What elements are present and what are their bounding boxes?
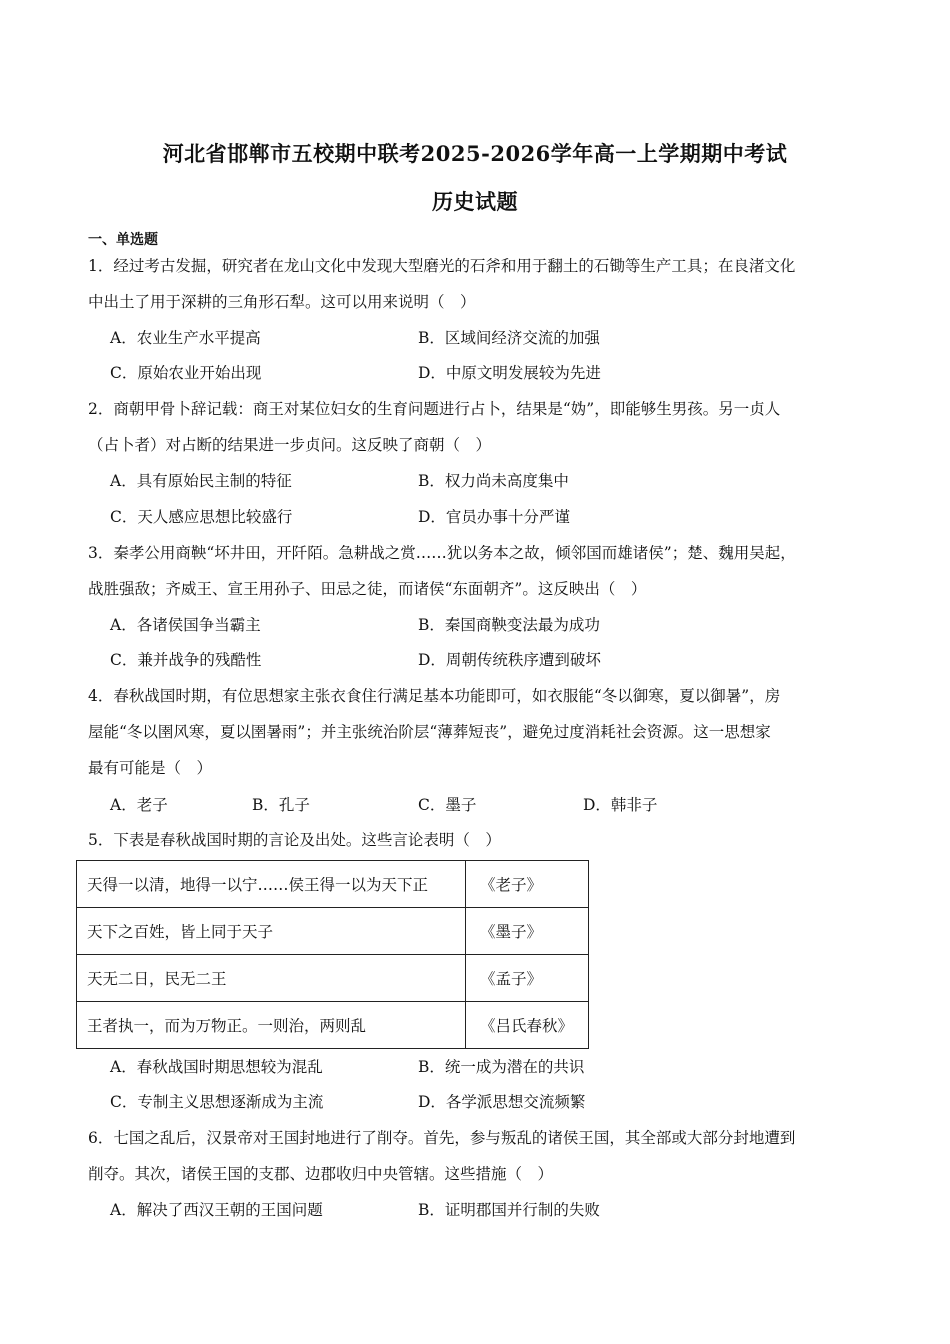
question-5-option-a[interactable]: A．春秋战国时期思想较为混乱 xyxy=(110,1058,323,1076)
question-2-option-b[interactable]: B．权力尚未高度集中 xyxy=(418,472,569,490)
exam-title: 河北省邯郸市五校期中联考2025-2026学年高一上学期期中考试 xyxy=(162,141,788,166)
question-5-option-c[interactable]: C．专制主义思想逐渐成为主流 xyxy=(110,1093,324,1111)
question-1-option-d[interactable]: D．中原文明发展较为先进 xyxy=(418,364,601,382)
question-5-option-b[interactable]: B．统一成为潜在的共识 xyxy=(418,1058,585,1076)
quote-cell: 天下之百姓，皆上同于天子 xyxy=(77,908,466,955)
table-row xyxy=(77,1002,589,1049)
question-2-text: 2．商朝甲骨卜辞记载：商王对某位妇女的生育问题进行占卜，结果是“妫”，即能够生男孩。另一贞人 xyxy=(88,400,781,418)
source-cell: 《孟子》 xyxy=(466,955,589,1002)
question-3-option-d[interactable]: D．周朝传统秩序遭到破坏 xyxy=(418,651,601,669)
question-3-option-b[interactable]: B．秦国商鞅变法最为成功 xyxy=(418,616,600,634)
question-4-text: 最有可能是（ ） xyxy=(88,759,213,777)
question-2-option-c[interactable]: C．天人感应思想比较盛行 xyxy=(110,508,293,526)
question-6-text: 6．七国之乱后，汉景帝对王国封地进行了削夺。首先，参与叛乱的诸侯王国，其全部或大部分封地遭到 xyxy=(88,1129,796,1147)
question-1-option-c[interactable]: C．原始农业开始出现 xyxy=(110,364,262,382)
question-4-option-a[interactable]: A．老子 xyxy=(110,796,168,814)
question-4-option-c[interactable]: C．墨子 xyxy=(418,796,477,814)
question-3-text: 战胜强敌；齐威王、宣王用孙子、田忌之徒，而诸侯“东面朝齐”。这反映出（ ） xyxy=(88,580,647,598)
question-1-text: 1．经过考古发掘，研究者在龙山文化中发现大型磨光的石斧和用于翻土的石锄等生产工具；在良渚文化 xyxy=(88,257,796,275)
table-row xyxy=(77,955,589,1002)
source-cell: 《老子》 xyxy=(466,861,589,908)
question-3-option-c[interactable]: C．兼并战争的残酷性 xyxy=(110,651,262,669)
question-4-text: 屋能“冬以圉风寒，夏以圉暑雨”；并主张统治阶层“薄葬短丧”，避免过度消耗社会资源。这一思想家 xyxy=(88,723,771,741)
source-cell: 《墨子》 xyxy=(466,908,589,955)
question-6-option-b[interactable]: B．证明郡国并行制的失败 xyxy=(418,1201,600,1219)
quote-cell: 天无二日，民无二王 xyxy=(77,955,466,1002)
exam-subtitle: 历史试题 xyxy=(432,189,518,214)
question-4-option-d[interactable]: D．韩非子 xyxy=(583,796,658,814)
question-6-option-a[interactable]: A．解决了西汉王朝的王国问题 xyxy=(110,1201,323,1219)
section-heading: 一、单选题 xyxy=(88,232,158,248)
table-row xyxy=(77,861,589,908)
question-4-text: 4．春秋战国时期，有位思想家主张衣食住行满足基本功能即可，如衣服能“冬以御寒，夏以御暑”，房 xyxy=(88,687,781,705)
question-3-text: 3．秦孝公用商鞅“坏井田，开阡陌。急耕战之赏……犹以务本之故，倾邻国而雄诸侯”；楚、魏用吴起， xyxy=(88,544,796,562)
question-3-option-a[interactable]: A．各诸侯国争当霸主 xyxy=(110,616,261,634)
question-5-option-d[interactable]: D．各学派思想交流频繁 xyxy=(418,1093,586,1111)
question-5-text: 5．下表是春秋战国时期的言论及出处。这些言论表明（ ） xyxy=(88,831,501,849)
question-6-text: 削夺。其次，诸侯王国的支郡、边郡收归中央管辖。这些措施（ ） xyxy=(88,1165,554,1183)
question-2-text: （占卜者）对占断的结果进一步贞问。这反映了商朝（ ） xyxy=(88,436,492,454)
question-2-option-a[interactable]: A．具有原始民主制的特征 xyxy=(110,472,292,490)
question-1-option-a[interactable]: A．农业生产水平提高 xyxy=(110,329,261,347)
table-row xyxy=(77,908,589,955)
quotes-table xyxy=(76,860,589,1049)
question-4-option-b[interactable]: B．孔子 xyxy=(252,796,310,814)
question-1-text: 中出土了用于深耕的三角形石犁。这可以用来说明（ ） xyxy=(88,293,476,311)
question-2-option-d[interactable]: D．官员办事十分严谨 xyxy=(418,508,570,526)
question-1-option-b[interactable]: B．区域间经济交流的加强 xyxy=(418,329,600,347)
quote-cell: 王者执一，而为万物正。一则治，两则乱 xyxy=(77,1002,466,1049)
source-cell: 《吕氏春秋》 xyxy=(466,1002,589,1049)
quote-cell: 天得一以清，地得一以宁……侯王得一以为天下正 xyxy=(77,861,466,908)
